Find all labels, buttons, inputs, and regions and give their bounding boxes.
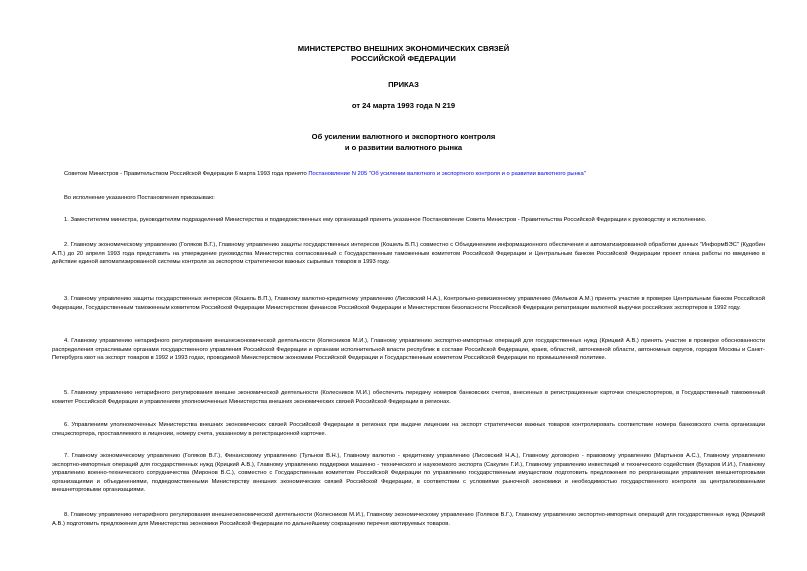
item-6: 6. Управлениям уполномоченных Министерства внешних экономических связей Российской Федерации в регионах при выдаче лицензии на экспорт стратегически важных товаров контролировать соответствие номера банковского счета организации спецэкспортера, проставляемого в лицензии, номеру счета, указанному в регистрационной карточке. <box>52 422 765 437</box>
item-4: 4. Главному управлению нетарифного регулирования внешнеэкономической деятельности (Колесников М.И.), Главному управлению экспортно-импортных операций для государственных нужд (Крицкий А.В.) принять участие в проверке обоснованности распределения отраслевыми органами государственного управления Российской Федерации и органами исполнительной власти республик в составе Российской Федерации, краев, областей, автономной области, автономных округов, городов Москвы и Санкт-Петербурга квот на экспорт товаров в 1992 и 1993 годах, проводимой Министерством экономики Российской Федерации и Государственным комитетом Российской Федерации по промышленной политике. <box>52 338 765 362</box>
doc-type: ПРИКАЗ <box>388 80 419 89</box>
item-5: 5. Главному управлению нетарифного регулирования внешне экономической деятельности (Колесников М.И.) обеспечить передачу номеров банковских счетов, внесенных в регистрационные карточки спецэкспортеров, в Государственный таможенный комитет Российской Федерации и управлениям уполномоченных Министерства внешних экономических связей Российской Федерации в регионах. <box>52 390 765 405</box>
ministry-line-2: РОССИЙСКОЙ ФЕДЕРАЦИИ <box>351 54 456 63</box>
resolution-link[interactable]: Постановление N 205 "Об усилении валютного и экспортного контроля и о развитии валютного рынка" <box>308 171 586 177</box>
doc-title-line-2: и о развитии валютного рынка <box>344 143 463 152</box>
item-2: 2. Главному экономическому управлению (Голяков В.Г.), Главному управлению защиты государственных интересов (Кошель В.П.) совместно с Объединением информационного обеспечения и автоматизированной обработки данных "ИнформВЭС" (Кудобин А.П.) до 20 апреля 1993 года представить на утверждение руководства Министерства согласованный с Государственным таможенным комитетом Российской Федерации и Центральным банком Российской Федерации проект плана работы по введению в действие единой автоматизированной системы контроля за экспортом стратегически важных сырьевых товаров в 1993 году. <box>52 242 765 266</box>
ministry-line-1: МИНИСТЕРСТВО ВНЕШНИХ ЭКОНОМИЧЕСКИХ СВЯЗЕЙ <box>297 44 510 53</box>
item-8: 8. Главному управлению нетарифного регулирования внешнеэкономической деятельности (Колесников М.И.), Главному экономическому управлению (Голяков В.Г.), Главному управлению экспортно-импортных операций для государственных нужд (Крицкий А.В.) подготовить предложения для Министерства экономики Российской Федерации по дальнейшему сокращению перечня квотируемых товаров. <box>52 512 765 527</box>
intro-paragraph <box>64 170 765 179</box>
doc-title-line-1: Об усилении валютного и экспортного контроля <box>311 132 496 141</box>
doc-date-number: от 24 марта 1993 года N 219 <box>351 101 456 110</box>
item-7: 7. Главному экономическому управлению (Голяков В.Г.), Финансовому управлению (Тульнов В.Н.), Главному валютно - кредитному управлению (Лисовский Н.А.), Главному договорно - правовому управлению (Мартынов А.С.), Главному управлению экспортно-импортных операций для государственных нужд (Крицкий А.В.), Главному управлению поддержки машинно - технического и наукоемкого экспорта (Сакулин Г.И.), Главному управлению инвестиций и технического содействия (Бухаров И.И.), Главному управлению военно-технического сотрудничества (Миронов В.С.), совместно с Государственным комитетом Российской Федерации по управлению государственным имуществом подготовить предложения по реорганизации управления внешнеторговыми организациями и объединениями, подведомственными Министерству внешних экономических связей Российской Федерации, в соответствии с условиями рыночной экономики и необходимостью государственного контроля за централизованными внешнеторговыми организациями. <box>52 453 765 494</box>
intro-text: Советом Министров - Правительством Российской Федерации 6 марта 1993 года принято <box>64 171 309 177</box>
item-3: 3. Главному управлению защиты государственных интересов (Кошель В.П.), Главному валютно-кредитному управлению (Лисовский Н.А.), Контрольно-ревизионному управлению (Мельков А.М.) принять участие в проверке Центральным банком Российской Федерации, Государственным таможенным комитетом Российской Федерации Министерством финансов Российской Федерации и Министерством безопасности Российской Федерации репатриации валютной выручки российских экспортеров в 1992 году. <box>52 296 765 311</box>
item-1: 1. Заместителям министра, руководителям подразделений Министерства и подведомственных ему организаций принять указанное Постановление Совета Министров - Правительства Российской Федерации к руководству и исполнению. <box>64 217 707 223</box>
order-line: Во исполнение указанного Постановления приказываю: <box>64 195 215 201</box>
